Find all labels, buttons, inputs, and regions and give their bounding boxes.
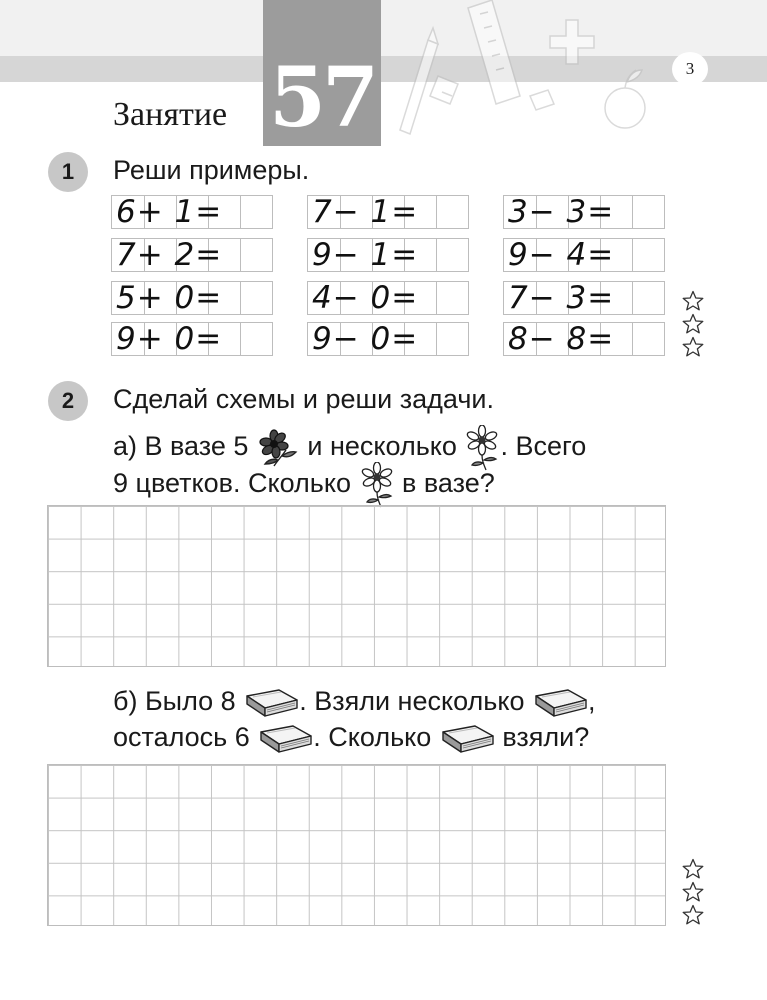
problem-b-line-1: [113, 686, 596, 720]
exercise-box[interactable]: [111, 195, 273, 229]
lesson-number: 57: [268, 50, 376, 146]
star-outline-icon[interactable]: [681, 858, 705, 880]
problem-text: . Всего: [500, 431, 587, 462]
star-outline-icon[interactable]: [681, 290, 705, 312]
answer-grid-b[interactable]: [47, 764, 666, 926]
task-2-title: Сделай схемы и реши задачи.: [113, 384, 494, 414]
school-supplies-decoration: [380, 0, 670, 146]
task-1-badge: 1: [48, 152, 88, 192]
problem-text: взяли?: [502, 722, 590, 753]
exercise-text: 9− 4=: [508, 237, 615, 273]
problem-text: . Взяли несколько: [299, 686, 525, 717]
star-outline-icon[interactable]: [681, 313, 705, 335]
exercise-text: 4− 0=: [312, 280, 419, 316]
exercise-text: 8− 8=: [508, 321, 615, 357]
exercise-text: 5+ 0=: [116, 280, 223, 316]
exercise-box[interactable]: [111, 322, 273, 356]
star-outline-icon[interactable]: [681, 881, 705, 903]
problem-text: ,: [588, 686, 596, 717]
exercise-box[interactable]: [307, 281, 469, 315]
problem-text: . Сколько: [313, 722, 432, 753]
book-icon: [257, 722, 313, 756]
problem-text: в вазе?: [402, 468, 495, 499]
lesson-title: Занятие: [113, 96, 228, 133]
exercise-box[interactable]: [503, 281, 665, 315]
exercise-text: 7− 1=: [312, 194, 419, 230]
book-icon: [532, 686, 588, 720]
chamomile-icon: [359, 462, 395, 508]
problem-text: осталось 6: [113, 722, 250, 753]
book-icon: [243, 686, 299, 720]
problem-text: б) Было 8: [113, 686, 236, 717]
exercise-text: 6+ 1=: [116, 194, 223, 230]
problem-text: а) В вазе 5: [113, 431, 249, 462]
exercise-box[interactable]: [503, 238, 665, 272]
answer-grid-a[interactable]: [47, 505, 666, 667]
exercise-text: 9− 0=: [312, 321, 419, 357]
problem-a-line-2: [113, 462, 495, 508]
exercise-box[interactable]: [307, 195, 469, 229]
exercise-text: 9− 1=: [312, 237, 419, 273]
book-icon: [439, 722, 495, 756]
exercise-text: 7+ 2=: [116, 237, 223, 273]
task-2-stars: [681, 858, 705, 927]
star-outline-icon[interactable]: [681, 904, 705, 926]
exercise-box[interactable]: [111, 281, 273, 315]
exercise-text: 9+ 0=: [116, 321, 223, 357]
exercise-text: 7− 3=: [508, 280, 615, 316]
star-outline-icon[interactable]: [681, 336, 705, 358]
task-2-badge: 2: [48, 381, 88, 421]
page-number: 3: [672, 52, 708, 86]
exercise-text: 3− 3=: [508, 194, 615, 230]
exercise-box[interactable]: [503, 322, 665, 356]
problem-text: 9 цветков. Сколько: [113, 468, 351, 499]
problem-b-line-2: [113, 722, 589, 756]
exercise-box[interactable]: [503, 195, 665, 229]
problem-text: и несколько: [307, 431, 457, 462]
exercise-box[interactable]: [111, 238, 273, 272]
task-1-stars: [681, 290, 705, 359]
exercise-box[interactable]: [307, 238, 469, 272]
exercise-box[interactable]: [307, 322, 469, 356]
task-1-title: Реши примеры.: [113, 155, 310, 185]
